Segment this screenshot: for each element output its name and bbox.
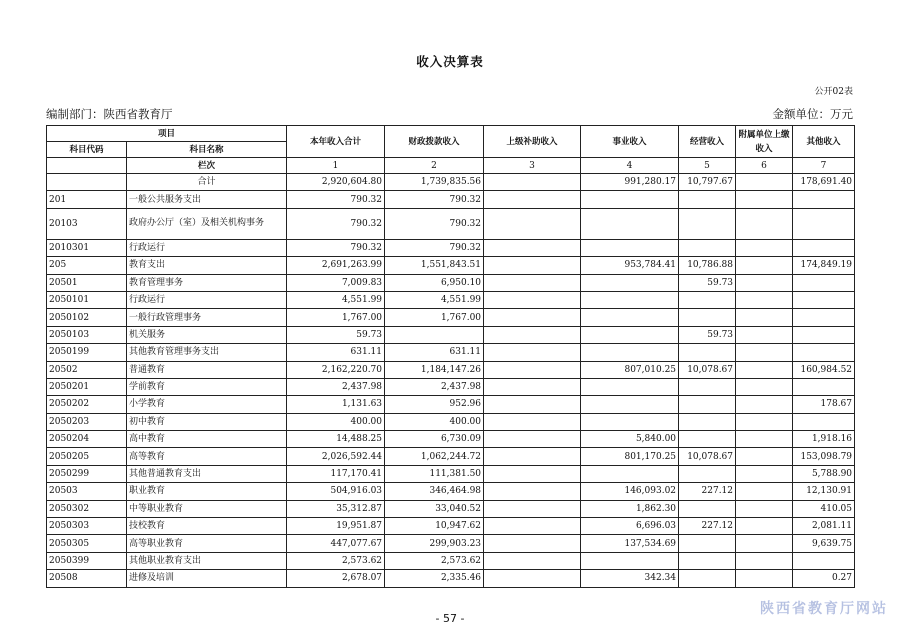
index-label: 栏次 — [127, 158, 287, 174]
cell-name: 教育支出 — [127, 257, 287, 274]
cell-fiscal: 631.11 — [385, 344, 484, 361]
cell-affiliated — [736, 257, 793, 274]
cell-subsidy — [484, 274, 581, 291]
cell-code: 2050205 — [47, 448, 127, 465]
cell-business — [581, 326, 679, 343]
table-row — [47, 309, 855, 326]
table-row — [47, 552, 855, 569]
cell-name: 机关服务 — [127, 326, 287, 343]
cell-business — [581, 465, 679, 482]
table-row — [47, 465, 855, 482]
cell-affiliated — [736, 465, 793, 482]
cell-total: 504,916.03 — [287, 483, 385, 500]
cell-affiliated — [736, 239, 793, 256]
cell-operating — [679, 413, 736, 430]
index-col: 3 — [484, 158, 581, 174]
cell-name: 行政运行 — [127, 291, 287, 308]
cell-code: 20501 — [47, 274, 127, 291]
cell-operating — [679, 378, 736, 395]
cell-code: 2010301 — [47, 239, 127, 256]
cell-total: 2,691,263.99 — [287, 257, 385, 274]
cell-total: 4,551.99 — [287, 291, 385, 308]
table-row — [47, 274, 855, 291]
table-row — [47, 208, 855, 239]
cell-affiliated — [736, 274, 793, 291]
cell-subsidy — [484, 344, 581, 361]
cell-fiscal: 2,437.98 — [385, 378, 484, 395]
cell-code: 201 — [47, 191, 127, 208]
cell-fiscal: 1,062,244.72 — [385, 448, 484, 465]
cell-operating: 10,797.67 — [679, 174, 736, 191]
cell-name: 其他教育管理事务支出 — [127, 344, 287, 361]
cell-business: 342.34 — [581, 570, 679, 587]
cell-other: 1,918.16 — [793, 431, 855, 448]
cell-code: 2050202 — [47, 396, 127, 413]
cell-other — [793, 378, 855, 395]
cell-affiliated — [736, 344, 793, 361]
table-row — [47, 257, 855, 274]
cell-name: 行政运行 — [127, 239, 287, 256]
cell-total: 400.00 — [287, 413, 385, 430]
cell-other — [793, 274, 855, 291]
cell-name: 中等职业教育 — [127, 500, 287, 517]
index-col: 5 — [679, 158, 736, 174]
cell-business — [581, 208, 679, 239]
cell-subsidy — [484, 448, 581, 465]
table-header — [47, 126, 855, 158]
cell-other: 410.05 — [793, 500, 855, 517]
cell-other — [793, 344, 855, 361]
cell-affiliated — [736, 326, 793, 343]
cell-total: 7,009.83 — [287, 274, 385, 291]
cell-business — [581, 309, 679, 326]
cell-name: 一般行政管理事务 — [127, 309, 287, 326]
cell-affiliated — [736, 535, 793, 552]
cell-affiliated — [736, 291, 793, 308]
cell-operating — [679, 191, 736, 208]
cell-other — [793, 191, 855, 208]
cell-fiscal: 2,335.46 — [385, 570, 484, 587]
index-col: 1 — [287, 158, 385, 174]
cell-other: 5,788.90 — [793, 465, 855, 482]
cell-business — [581, 239, 679, 256]
cell-name: 高等职业教育 — [127, 535, 287, 552]
cell-name: 进修及培训 — [127, 570, 287, 587]
cell-other: 153,098.79 — [793, 448, 855, 465]
cell-affiliated — [736, 191, 793, 208]
cell-other: 160,984.52 — [793, 361, 855, 378]
cell-business: 137,534.69 — [581, 535, 679, 552]
cell-subsidy — [484, 174, 581, 191]
cell-name: 教育管理事务 — [127, 274, 287, 291]
cell-total: 1,767.00 — [287, 309, 385, 326]
table-row — [47, 570, 855, 587]
table-row — [47, 500, 855, 517]
cell-affiliated — [736, 396, 793, 413]
cell-code: 2050102 — [47, 309, 127, 326]
cell-subsidy — [484, 483, 581, 500]
index-col: 4 — [581, 158, 679, 174]
cell-name: 初中教育 — [127, 413, 287, 430]
cell-affiliated — [736, 518, 793, 535]
cell-operating — [679, 570, 736, 587]
cell-operating — [679, 535, 736, 552]
cell-total: 2,678.07 — [287, 570, 385, 587]
cell-name: 高中教育 — [127, 431, 287, 448]
cell-subsidy — [484, 396, 581, 413]
cell-total: 2,437.98 — [287, 378, 385, 395]
cell-affiliated — [736, 309, 793, 326]
cell-fiscal: 6,950.10 — [385, 274, 484, 291]
cell-business: 1,862.30 — [581, 500, 679, 517]
page-number: - 57 - — [435, 612, 465, 625]
header-name: 科目名称 — [127, 142, 287, 158]
header-other: 其他收入 — [793, 126, 855, 158]
cell-business — [581, 413, 679, 430]
cell-operating: 10,078.67 — [679, 448, 736, 465]
cell-operating — [679, 208, 736, 239]
cell-subsidy — [484, 500, 581, 517]
cell-subsidy — [484, 465, 581, 482]
cell-subsidy — [484, 326, 581, 343]
header-item: 项目 — [47, 126, 287, 142]
income-table — [46, 125, 855, 588]
cell-business: 807,010.25 — [581, 361, 679, 378]
form-code: 公开02表 — [814, 87, 853, 97]
cell-name: 政府办公厅（室）及相关机构事务 — [127, 208, 287, 239]
cell-total: 35,312.87 — [287, 500, 385, 517]
cell-total: 2,573.62 — [287, 552, 385, 569]
cell-code: 2050101 — [47, 291, 127, 308]
table-row — [47, 535, 855, 552]
cell-code: 2050299 — [47, 465, 127, 482]
cell-subsidy — [484, 552, 581, 569]
cell-operating: 10,786.88 — [679, 257, 736, 274]
cell-fiscal: 2,573.62 — [385, 552, 484, 569]
cell-code: 20502 — [47, 361, 127, 378]
cell-business: 801,170.25 — [581, 448, 679, 465]
cell-business: 5,840.00 — [581, 431, 679, 448]
cell-fiscal: 1,767.00 — [385, 309, 484, 326]
header-affiliated: 附属单位上缴收入 — [736, 126, 793, 158]
cell-affiliated — [736, 448, 793, 465]
cell-name: 合计 — [127, 174, 287, 191]
table-row — [47, 174, 855, 191]
cell-other — [793, 413, 855, 430]
cell-fiscal: 790.32 — [385, 191, 484, 208]
cell-operating: 10,078.67 — [679, 361, 736, 378]
cell-affiliated — [736, 552, 793, 569]
cell-name: 一般公共服务支出 — [127, 191, 287, 208]
cell-subsidy — [484, 191, 581, 208]
cell-operating — [679, 291, 736, 308]
cell-affiliated — [736, 570, 793, 587]
index-col: 7 — [793, 158, 855, 174]
cell-subsidy — [484, 208, 581, 239]
cell-business — [581, 291, 679, 308]
table-row — [47, 448, 855, 465]
cell-total: 790.32 — [287, 191, 385, 208]
cell-total: 2,920,604.80 — [287, 174, 385, 191]
cell-operating: 59.73 — [679, 274, 736, 291]
cell-business: 991,280.17 — [581, 174, 679, 191]
cell-operating — [679, 344, 736, 361]
cell-name: 职业教育 — [127, 483, 287, 500]
cell-subsidy — [484, 413, 581, 430]
table-row — [47, 291, 855, 308]
cell-other: 2,081.11 — [793, 518, 855, 535]
cell-code: 20103 — [47, 208, 127, 239]
cell-business: 6,696.03 — [581, 518, 679, 535]
cell-operating: 227.12 — [679, 483, 736, 500]
cell-operating — [679, 239, 736, 256]
cell-total: 1,131.63 — [287, 396, 385, 413]
cell-code: 20508 — [47, 570, 127, 587]
cell-operating: 227.12 — [679, 518, 736, 535]
cell-code — [47, 174, 127, 191]
table-row — [47, 344, 855, 361]
cell-subsidy — [484, 431, 581, 448]
index-col: 6 — [736, 158, 793, 174]
cell-operating: 59.73 — [679, 326, 736, 343]
cell-code: 2050103 — [47, 326, 127, 343]
cell-name: 学前教育 — [127, 378, 287, 395]
cell-subsidy — [484, 309, 581, 326]
cell-total: 631.11 — [287, 344, 385, 361]
table-row — [47, 378, 855, 395]
cell-other: 9,639.75 — [793, 535, 855, 552]
header-subsidy: 上级补助收入 — [484, 126, 581, 158]
cell-fiscal: 400.00 — [385, 413, 484, 430]
cell-code: 2050302 — [47, 500, 127, 517]
cell-subsidy — [484, 291, 581, 308]
cell-fiscal: 346,464.98 — [385, 483, 484, 500]
cell-fiscal: 10,947.62 — [385, 518, 484, 535]
cell-other: 174,849.19 — [793, 257, 855, 274]
cell-name: 高等教育 — [127, 448, 287, 465]
cell-total: 59.73 — [287, 326, 385, 343]
cell-name: 小学教育 — [127, 396, 287, 413]
index-col: 2 — [385, 158, 484, 174]
cell-total: 790.32 — [287, 208, 385, 239]
cell-fiscal: 299,903.23 — [385, 535, 484, 552]
table-row — [47, 239, 855, 256]
watermark-text: 陕西省教育厅网站 — [760, 601, 888, 617]
cell-name: 技校教育 — [127, 518, 287, 535]
cell-affiliated — [736, 378, 793, 395]
cell-name: 普通教育 — [127, 361, 287, 378]
header-code: 科目代码 — [47, 142, 127, 158]
cell-subsidy — [484, 378, 581, 395]
cell-total: 2,026,592.44 — [287, 448, 385, 465]
cell-code: 2050303 — [47, 518, 127, 535]
cell-affiliated — [736, 208, 793, 239]
cell-business — [581, 274, 679, 291]
cell-total: 2,162,220.70 — [287, 361, 385, 378]
cell-code: 2050199 — [47, 344, 127, 361]
cell-code: 20503 — [47, 483, 127, 500]
cell-other — [793, 309, 855, 326]
cell-operating — [679, 552, 736, 569]
cell-affiliated — [736, 500, 793, 517]
cell-fiscal: 6,730.09 — [385, 431, 484, 448]
cell-affiliated — [736, 413, 793, 430]
cell-other: 178.67 — [793, 396, 855, 413]
header-total: 本年收入合计 — [287, 126, 385, 158]
table-body — [47, 174, 855, 588]
cell-business — [581, 378, 679, 395]
cell-operating — [679, 431, 736, 448]
table-row — [47, 483, 855, 500]
table-row — [47, 396, 855, 413]
cell-subsidy — [484, 239, 581, 256]
cell-fiscal: 1,184,147.26 — [385, 361, 484, 378]
cell-total: 117,170.41 — [287, 465, 385, 482]
header-fiscal: 财政拨款收入 — [385, 126, 484, 158]
cell-fiscal: 33,040.52 — [385, 500, 484, 517]
cell-business: 953,784.41 — [581, 257, 679, 274]
cell-affiliated — [736, 431, 793, 448]
cell-affiliated — [736, 174, 793, 191]
cell-subsidy — [484, 518, 581, 535]
cell-business: 146,093.02 — [581, 483, 679, 500]
cell-fiscal: 790.32 — [385, 239, 484, 256]
site-watermark — [760, 598, 888, 618]
cell-other — [793, 552, 855, 569]
cell-other — [793, 291, 855, 308]
table-row — [47, 326, 855, 343]
cell-other: 12,130.91 — [793, 483, 855, 500]
index-row — [47, 158, 855, 174]
cell-code: 2050204 — [47, 431, 127, 448]
cell-code: 205 — [47, 257, 127, 274]
unit-label: 金额单位：万元 — [772, 107, 853, 121]
cell-total: 14,488.25 — [287, 431, 385, 448]
cell-business — [581, 552, 679, 569]
page-title: 收入决算表 — [416, 54, 484, 69]
cell-name: 其他普通教育支出 — [127, 465, 287, 482]
department-label: 编制部门：陕西省教育厅 — [46, 107, 173, 121]
cell-affiliated — [736, 361, 793, 378]
cell-affiliated — [736, 483, 793, 500]
cell-subsidy — [484, 257, 581, 274]
cell-operating — [679, 309, 736, 326]
cell-fiscal: 952.96 — [385, 396, 484, 413]
cell-operating — [679, 396, 736, 413]
table-row — [47, 191, 855, 208]
cell-operating — [679, 500, 736, 517]
cell-other — [793, 208, 855, 239]
table-row — [47, 361, 855, 378]
table-row — [47, 431, 855, 448]
cell-business — [581, 344, 679, 361]
cell-fiscal: 790.32 — [385, 208, 484, 239]
cell-code: 2050201 — [47, 378, 127, 395]
cell-other: 0.27 — [793, 570, 855, 587]
cell-subsidy — [484, 361, 581, 378]
table-row — [47, 413, 855, 430]
cell-operating — [679, 465, 736, 482]
cell-code: 2050305 — [47, 535, 127, 552]
cell-subsidy — [484, 570, 581, 587]
cell-business — [581, 396, 679, 413]
cell-fiscal — [385, 326, 484, 343]
cell-total: 447,077.67 — [287, 535, 385, 552]
cell-other — [793, 239, 855, 256]
cell-name: 其他职业教育支出 — [127, 552, 287, 569]
cell-code: 2050399 — [47, 552, 127, 569]
cell-total: 19,951.87 — [287, 518, 385, 535]
cell-code: 2050203 — [47, 413, 127, 430]
table-row — [47, 518, 855, 535]
cell-total: 790.32 — [287, 239, 385, 256]
cell-fiscal: 111,381.50 — [385, 465, 484, 482]
header-business: 事业收入 — [581, 126, 679, 158]
cell-business — [581, 191, 679, 208]
cell-fiscal: 1,739,835.56 — [385, 174, 484, 191]
cell-other: 178,691.40 — [793, 174, 855, 191]
cell-fiscal: 4,551.99 — [385, 291, 484, 308]
cell-other — [793, 326, 855, 343]
cell-fiscal: 1,551,843.51 — [385, 257, 484, 274]
cell-subsidy — [484, 535, 581, 552]
header-operating: 经营收入 — [679, 126, 736, 158]
